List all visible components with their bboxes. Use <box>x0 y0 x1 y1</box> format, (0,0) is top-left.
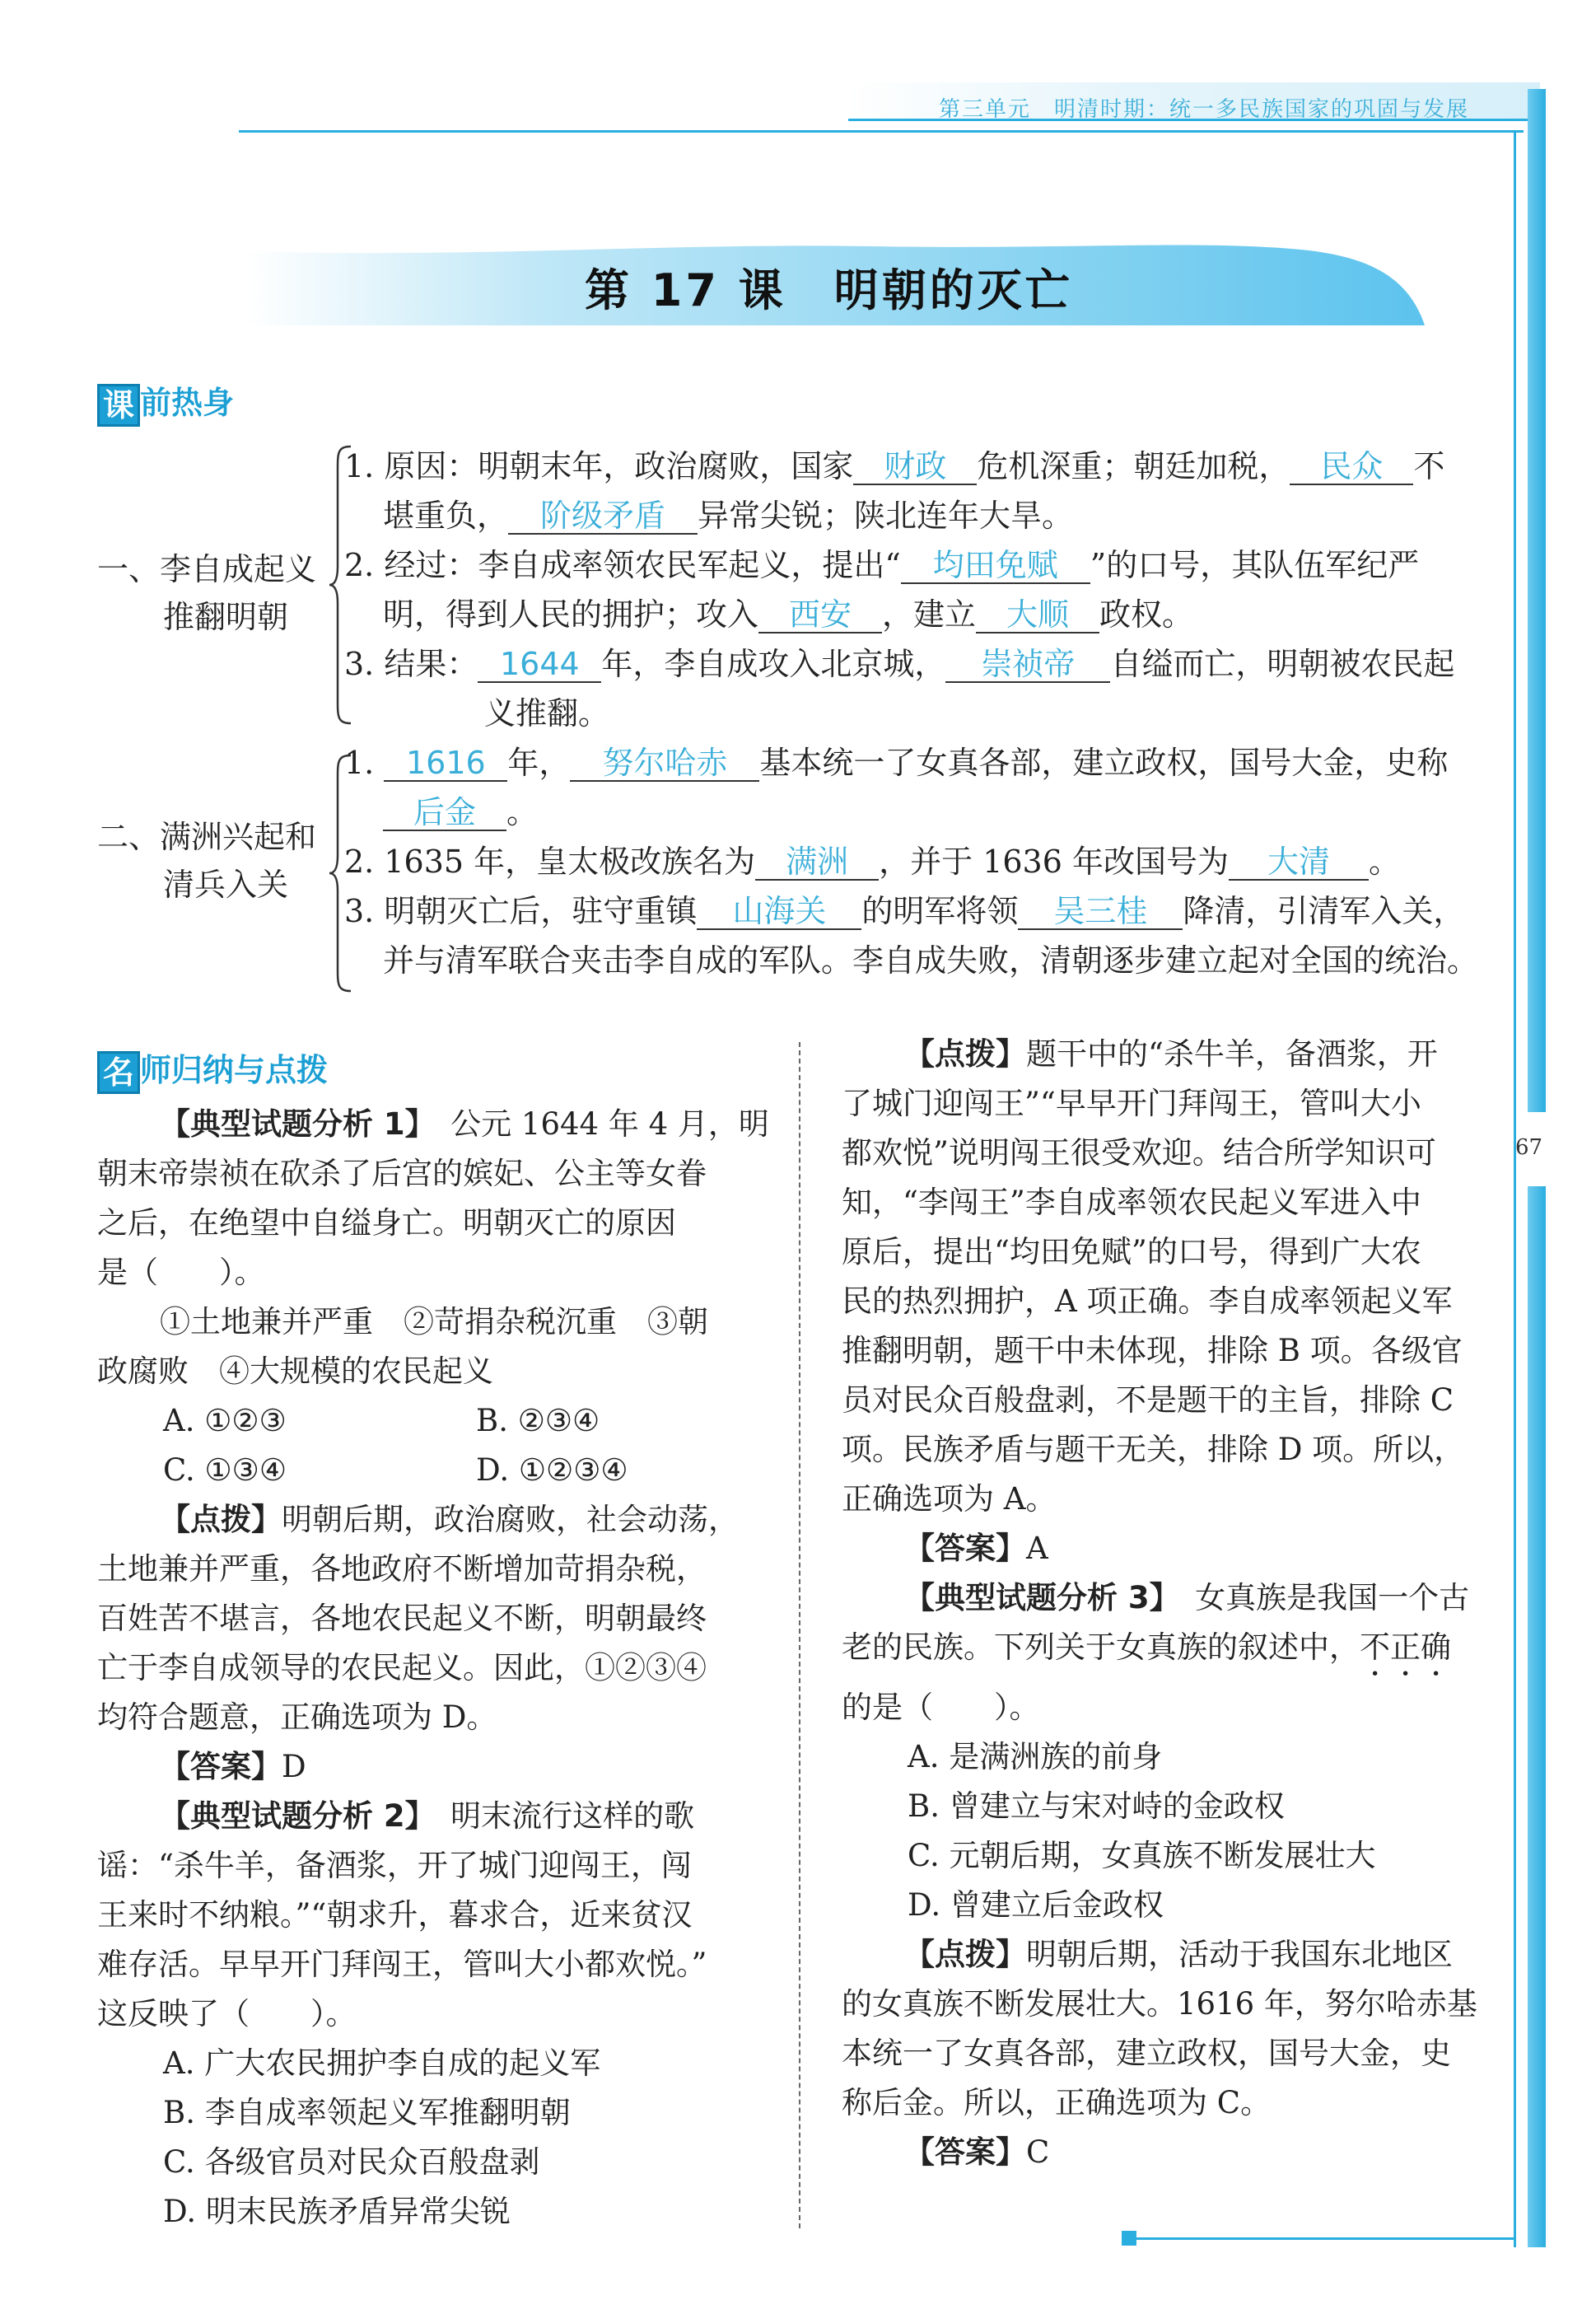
blank-1616: 1616 <box>384 747 507 782</box>
section1-line6: 义推翻。 <box>484 695 610 732</box>
teacher-badge: 名 <box>97 1051 140 1094</box>
q3-tip-line2: 的女真族不断发展壮大。1616 年，努尔哈赤基 <box>842 1986 1477 2022</box>
section1-label-2: 推翻明朝 <box>163 599 289 635</box>
q2-tip-line5: 原后，提出“均田免赋”的口号，得到广大农 <box>842 1234 1421 1269</box>
blank-1644: 1644 <box>478 648 601 683</box>
section2-line3: 2. 1635 年，皇太极改族名为 满洲 ，并于 1636 年改国号为 大清 。 <box>344 844 1401 880</box>
q1-line6: 政腐败 ④大规模的农民起义 <box>97 1353 493 1389</box>
q1-tip-line5: 均符合题意，正确选项为 D。 <box>97 1699 497 1735</box>
column-divider <box>799 1042 800 2228</box>
q1-options-cd <box>97 1446 772 1495</box>
section2-line4: 3. 明朝灭亡后，驻守重镇 山海关 的明军将领 吴三桂 降清，引清军入关， <box>344 893 1465 929</box>
right-column <box>842 1030 1509 2177</box>
blank-dashun: 大顺 <box>976 599 1099 633</box>
section2-line5: 并与清军联合夹击李自成的军队。李自成失败，清朝逐步建立起对全国的统治。 <box>383 942 1479 979</box>
right-frame <box>1514 130 1516 2247</box>
page-number: 67 <box>1515 1135 1543 1160</box>
section2-line2: 后金 。 <box>383 787 538 832</box>
blank-slogan: 均田免赋 <box>901 549 1090 584</box>
q3-tip-line1: 【点拨】明朝后期，活动于我国东北地区 <box>904 1937 1453 1972</box>
q2-answer: 【答案】A <box>904 1531 1048 1566</box>
warmup-heading-text: 前热身 <box>140 385 235 421</box>
q2-option-a: A. 广大农民拥护李自成的起义军 <box>163 2045 601 2081</box>
q2-line3: 王来时不纳粮。”“朝求升，暮求合，近来贫汉 <box>97 1897 693 1933</box>
teacher-heading-text: 师归纳与点拨 <box>140 1052 329 1088</box>
q1-options-ab <box>97 1396 772 1446</box>
q1-option-c: C. ①③④ <box>163 1452 287 1488</box>
q3-option-a: A. 是满洲族的前身 <box>908 1739 1163 1774</box>
q2-line1: 【典型试题分析 2】 明末流行这样的歌 <box>160 1798 695 1834</box>
blank-nurhaci: 努尔哈赤 <box>570 747 759 782</box>
q1-line5: ①土地兼并严重 ②苛捐杂税沉重 ③朝 <box>160 1304 708 1339</box>
q2-line4: 难存活。早早开门拜闯王，管叫大小都欢悦。” <box>97 1947 707 1982</box>
blank-shanhaiguan: 山海关 <box>697 895 861 930</box>
blank-later-jin: 后金 <box>383 797 506 831</box>
blank-qing: 大清 <box>1229 846 1369 881</box>
q1-line2: 朝末帝崇祯在砍杀了后宫的嫔妃、公主等女眷 <box>97 1156 707 1191</box>
q2-tip-line10: 正确选项为 A。 <box>842 1481 1057 1517</box>
section1-line1: 1. 原因：明朝末年，政治腐败，国家 财政 危机深重；朝廷加税， 民众 不 <box>344 448 1445 484</box>
blank-people: 民众 <box>1290 451 1413 485</box>
q2-tip-line8: 员对民众百般盘剥，不是题干的主旨，排除 C <box>842 1382 1454 1418</box>
q2-tip-line3: 都欢悦”说明闯王很受欢迎。结合所学知识可 <box>842 1135 1436 1171</box>
q3-line1: 【典型试题分析 3】 女真族是我国一个古 <box>904 1580 1470 1615</box>
q1-option-a: A. ①②③ <box>163 1403 287 1438</box>
lesson-title: 第 17 课 明朝的灭亡 <box>585 264 1073 316</box>
q2-line2: 谣：“杀牛羊，备酒浆，开了城门迎闯王，闯 <box>97 1848 692 1883</box>
q3-option-d: D. 曾建立后金政权 <box>908 1887 1164 1923</box>
left-column <box>97 1100 772 2237</box>
q1-line3: 之后，在绝望中自缢身亡。明朝灭亡的原因 <box>97 1205 676 1241</box>
section1-line2: 堪重负， 阶级矛盾 异常尖锐；陕北连年大旱。 <box>383 498 1074 534</box>
q3-tip-line4: 称后金。所以，正确选项为 C。 <box>842 2085 1272 2120</box>
q2-tip-line9: 项。民族矛盾与题干无关，排除 D 项。所以， <box>842 1432 1465 1467</box>
section2-line1: 1. 1616 年， 努尔哈赤 基本统一了女真各部，建立政权，国号大金，史称 <box>344 745 1449 781</box>
q1-answer: 【答案】D <box>160 1749 306 1784</box>
q1-line1: 【典型试题分析 1】 公元 1644 年 4 月，明 <box>160 1106 769 1142</box>
header-rule <box>239 130 1524 133</box>
section1-line5: 3. 结果： 1644 年，李自成攻入北京城， 崇祯帝 自缢而亡，明朝被农民起 <box>344 646 1455 682</box>
blank-class-conflict: 阶级矛盾 <box>508 500 698 535</box>
teacher-heading <box>97 1045 328 1094</box>
section1-line4: 明，得到人民的拥护；攻入 西安 ，建立 大顺 政权。 <box>383 596 1194 633</box>
q3-line2: 老的民族。下列关于女真族的叙述中，不正确 <box>842 1629 1451 1665</box>
q1-tip-line4: 亡于李自成领导的农民起义。因此，①②③④ <box>97 1650 707 1685</box>
q3-answer: 【答案】C <box>904 2134 1050 2170</box>
q3-tip-line3: 本统一了女真各部，建立政权，国号大金，史 <box>842 2036 1451 2071</box>
q1-tip-line2: 土地兼并严重，各地政府不断增加苛捐杂税， <box>97 1551 707 1587</box>
q3-option-c: C. 元朝后期，女真族不断发展壮大 <box>908 1838 1376 1873</box>
q2-tip-line2: 了城门迎闯王”“早早开门拜闯王，管叫大小 <box>842 1086 1421 1121</box>
q2-tip-line7: 推翻明朝，题干中未体现，排除 B 项。各级官 <box>842 1333 1463 1368</box>
warmup-heading <box>97 377 234 427</box>
footer-square <box>1122 2231 1136 2246</box>
section2-label-2: 清兵入关 <box>163 867 289 903</box>
section2-label-1: 二、满洲兴起和 <box>97 819 317 855</box>
q2-tip-line4: 知，“李闯王”李自成率领农民起义军进入中 <box>842 1185 1421 1220</box>
q2-option-c: C. 各级官员对民众百般盘剥 <box>163 2144 540 2180</box>
emphasis-not-correct: 不正确 <box>1360 1629 1451 1665</box>
q1-option-b: B. ②③④ <box>476 1403 600 1438</box>
q3-option-b: B. 曾建立与宋对峙的金政权 <box>908 1788 1285 1824</box>
q2-line5: 这反映了（ ）。 <box>97 1996 357 2031</box>
blank-finance: 财政 <box>853 451 977 485</box>
q1-line4: 是（ ）。 <box>97 1255 265 1290</box>
q2-option-d: D. 明末民族矛盾异常尖锐 <box>163 2194 511 2229</box>
q1-option-d: D. ①②③④ <box>476 1452 628 1488</box>
section1-line3: 2. 经过：李自成率领农民军起义，提出“ 均田免赋 ”的口号，其队伍军纪严 <box>344 547 1420 583</box>
blank-wusangui: 吴三桂 <box>1018 895 1183 930</box>
q2-tip-line1: 【点拨】题干中的“杀牛羊，备酒浆，开 <box>904 1036 1438 1072</box>
q2-option-b: B. 李自成率领起义军推翻明朝 <box>163 2095 571 2130</box>
blank-xian: 西安 <box>758 599 882 633</box>
unit-header: 第三单元 明清时期：统一多民族国家的巩固与发展 <box>939 97 1470 122</box>
section1-label-1: 一、李自成起义 <box>97 551 317 587</box>
q3-line3: 的是（ ）。 <box>842 1690 1040 1725</box>
q2-tip-line6: 民的热烈拥护，A 项正确。李自成率领起义军 <box>842 1283 1453 1319</box>
q1-tip-line3: 百姓苦不堪言，各地农民起义不断，明朝最终 <box>97 1601 707 1636</box>
footer-rule <box>1128 2237 1515 2240</box>
q1-tip-line1: 【点拨】明朝后期，政治腐败，社会动荡， <box>160 1502 739 1537</box>
blank-manchu: 满洲 <box>755 846 879 881</box>
blank-chongzhen: 崇祯帝 <box>945 648 1110 683</box>
warmup-badge: 课 <box>97 384 140 427</box>
